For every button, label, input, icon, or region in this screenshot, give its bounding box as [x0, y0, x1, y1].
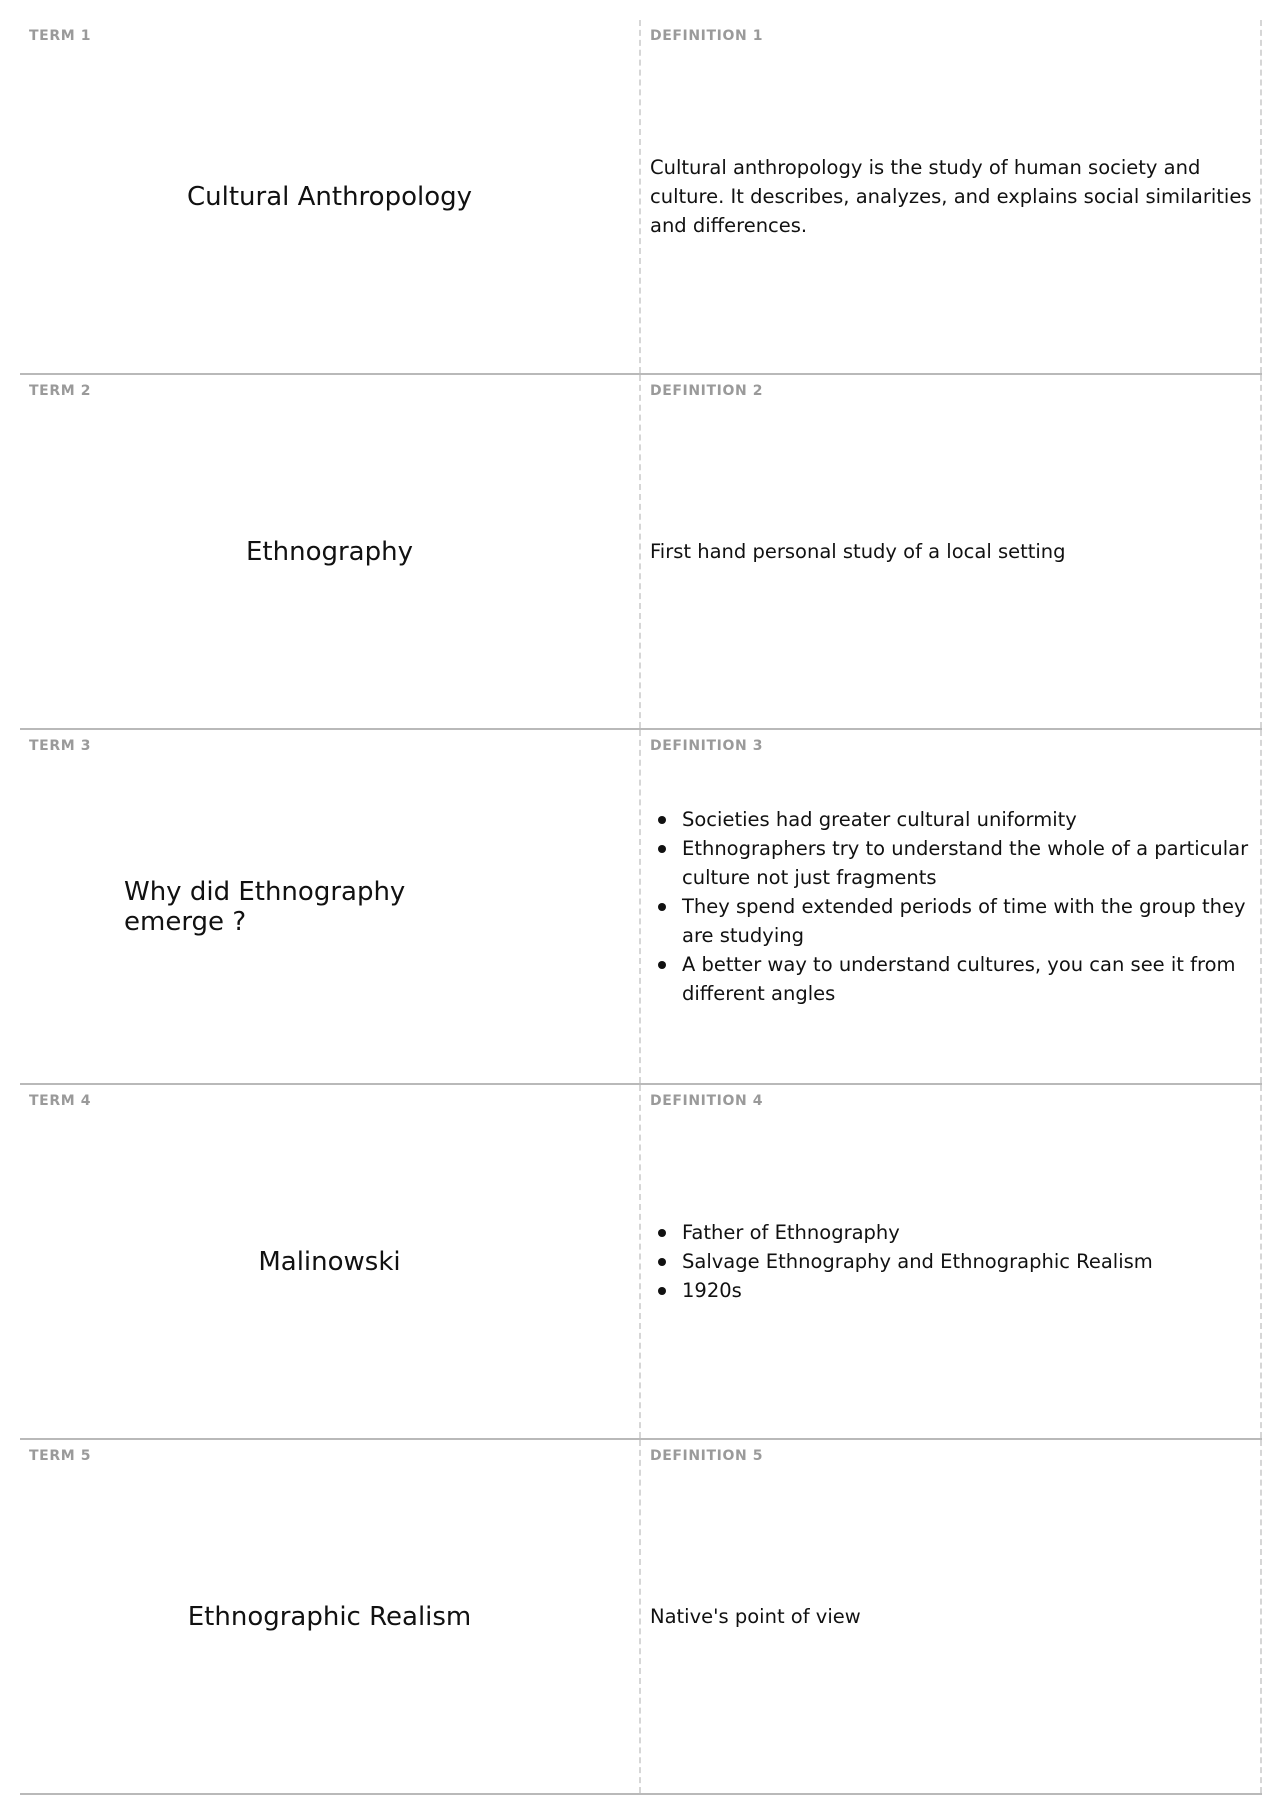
definition-label: DEFINITION 1	[650, 28, 764, 44]
definition-label: DEFINITION 2	[650, 383, 764, 399]
term-cell	[20, 730, 641, 1083]
definition-content	[650, 20, 1252, 373]
term-label: TERM 2	[29, 383, 92, 399]
definition-cell	[641, 730, 1262, 1083]
definition-bullet: Societies had greater cultural uniformity	[682, 805, 1252, 834]
term-cell	[20, 1085, 641, 1438]
definition-content	[650, 1440, 1252, 1793]
flashcard-row	[20, 20, 1262, 375]
term-text: Why did Ethnography emerge ?	[124, 876, 406, 937]
term-label: TERM 3	[29, 738, 92, 754]
definition-bullet: They spend extended periods of time with the group they are studying	[682, 892, 1252, 950]
term-text: Malinowski	[258, 1246, 401, 1277]
flashcard-row	[20, 375, 1262, 730]
term-cell	[20, 20, 641, 373]
definition-bullet-list	[650, 1218, 1153, 1305]
term-text: Cultural Anthropology	[186, 181, 473, 212]
term-text: Ethnographic Realism	[187, 1601, 472, 1632]
definition-text: Native's point of view	[650, 1605, 861, 1628]
definition-bullet: A better way to understand cultures, you can see it from different angles	[682, 950, 1252, 1008]
definition-label: DEFINITION 3	[650, 738, 764, 754]
term-text: Ethnography	[246, 536, 413, 567]
definition-label: DEFINITION 4	[650, 1093, 764, 1109]
flashcard-sheet	[20, 20, 1262, 1795]
definition-bullet: 1920s	[682, 1276, 1153, 1305]
definition-cell	[641, 20, 1262, 373]
definition-bullet: Ethnographers try to understand the whole of a particular culture not just fragments	[682, 834, 1252, 892]
term-label: TERM 1	[29, 28, 92, 44]
definition-content	[650, 1085, 1252, 1438]
definition-cell	[641, 1440, 1262, 1793]
flashcard-row	[20, 1440, 1262, 1795]
definition-cell	[641, 1085, 1262, 1438]
flashcard-row	[20, 730, 1262, 1085]
definition-content	[650, 730, 1252, 1083]
definition-cell	[641, 375, 1262, 728]
definition-bullet-list	[650, 805, 1252, 1008]
definition-text: First hand personal study of a local setting	[650, 540, 1066, 563]
definition-label: DEFINITION 5	[650, 1448, 764, 1464]
flashcard-row	[20, 1085, 1262, 1440]
term-cell	[20, 1440, 641, 1793]
term-label: TERM 4	[29, 1093, 92, 1109]
term-label: TERM 5	[29, 1448, 92, 1464]
definition-content	[650, 375, 1252, 728]
definition-bullet: Salvage Ethnography and Ethnographic Realism	[682, 1247, 1153, 1276]
term-cell	[20, 375, 641, 728]
definition-text: Cultural anthropology is the study of human society and culture. It describes, analyzes, and explains social similarities and differences.	[650, 156, 1252, 237]
definition-bullet: Father of Ethnography	[682, 1218, 1153, 1247]
